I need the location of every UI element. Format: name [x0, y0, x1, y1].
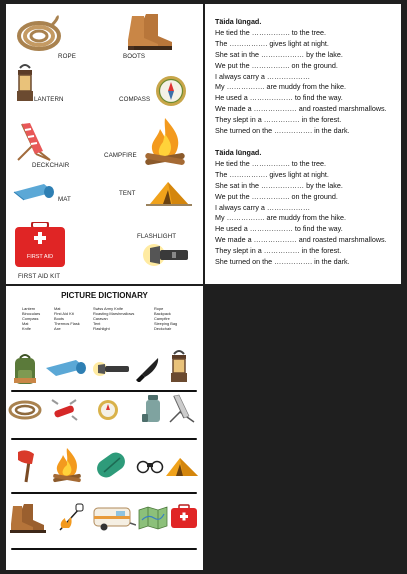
- word-list-item: Sleeping Bag: [154, 321, 178, 326]
- row-divider: [11, 438, 197, 440]
- word-list-column-4: [154, 306, 177, 331]
- picture-dictionary-panel: [6, 286, 203, 570]
- exercise-line: They slept in a …………… in the forest.: [215, 115, 342, 125]
- campfire-icon: [50, 446, 84, 484]
- rope-icon: [8, 400, 42, 420]
- exercise-line: My ……………. are muddy from the hike.: [215, 82, 347, 92]
- exercise-line: She turned on the ……………. in the dark.: [215, 126, 350, 136]
- first-aid-kit-icon: [170, 504, 198, 530]
- exercise-line: He tied the ……………. to the tree.: [215, 158, 327, 168]
- swiss-army-knife-icon: [48, 398, 80, 422]
- flashcard-label-campfire: CAMPFIRE: [104, 152, 137, 159]
- word-list-item: Compass: [22, 316, 39, 321]
- flashcard-label-rope: ROPE: [58, 53, 76, 60]
- mat-icon: [12, 182, 56, 206]
- knife-icon: [134, 356, 160, 382]
- word-list-item: Caravan: [93, 316, 108, 321]
- word-list-item: Swiss Army Knife: [93, 306, 124, 311]
- picture-dictionary-title: PICTURE DICTIONARY: [61, 291, 148, 300]
- deckchair-icon: [14, 120, 56, 164]
- thermos-flask-icon: [142, 394, 164, 424]
- row-divider: [11, 492, 197, 494]
- word-list-item: Roasting Marshmallows: [93, 311, 135, 316]
- first-aid-kit-icon: [14, 222, 66, 268]
- word-list-item: Binoculars: [22, 311, 41, 316]
- exercise-block-1: [215, 17, 400, 137]
- exercise-line: The ……………. gives light at night.: [215, 169, 329, 179]
- exercise-line: He tied the ……………. to the tree.: [215, 27, 327, 37]
- exercise-line: My ……………. are muddy from the hike.: [215, 213, 347, 223]
- word-list-item: Knife: [22, 326, 31, 331]
- word-list-item: Mat: [22, 321, 29, 326]
- word-list-item: First Aid Kit: [54, 311, 74, 316]
- flashcard-label-boots: BOOTS: [123, 53, 146, 60]
- flashcard-label-first-aid-kit: FIRST AID KIT: [18, 273, 61, 280]
- map-icon: [138, 506, 168, 530]
- exercise-line: He used a ……………… to find the way.: [215, 93, 343, 103]
- flashcard-label-deckchair: DECKCHAIR: [32, 162, 70, 169]
- caravan-icon: [90, 504, 136, 532]
- compass-icon: [96, 398, 120, 422]
- binoculars-icon: [136, 456, 164, 474]
- rope-icon: [16, 14, 62, 54]
- exercise-panel: [205, 4, 401, 284]
- exercise-line: He used a ……………… to find the way.: [215, 224, 343, 234]
- word-list-item: Flashlight: [93, 326, 110, 331]
- exercise-heading: Täida lüngad.: [215, 148, 262, 157]
- exercise-line: They slept in a …………… in the forest.: [215, 246, 342, 256]
- exercise-line: We made a ……………… and roasted marshmallows.: [215, 104, 387, 114]
- exercise-line: She turned on the ……………. in the dark.: [215, 257, 350, 267]
- word-list-item: Thermos Flask: [54, 321, 80, 326]
- flashcard-label-lantern: LANTERN: [34, 96, 64, 103]
- word-list-item: Backpack: [154, 311, 171, 316]
- axe-icon: [12, 446, 42, 484]
- exercise-line: I always carry a ………………: [215, 71, 311, 81]
- word-list-column-3: [93, 306, 134, 331]
- word-list-item: Deckchair: [154, 326, 172, 331]
- flashcard-label-flashlight: FLASHLIGHT: [137, 233, 177, 240]
- tent-icon: [164, 454, 200, 478]
- word-list-item: Boots: [54, 316, 64, 321]
- first-aid-kit-text: FIRST AID: [26, 254, 54, 260]
- lantern-icon: [14, 62, 36, 108]
- deckchair-icon: [168, 394, 196, 424]
- exercise-line: I always carry a ………………: [215, 202, 311, 212]
- boots-icon: [8, 502, 48, 534]
- row-divider: [11, 548, 197, 550]
- word-list-column-1: [22, 306, 40, 331]
- flashcard-label-tent: TENT: [119, 190, 136, 197]
- exercise-line: We made a ……………… and roasted marshmallows.: [215, 235, 387, 245]
- flashlight-icon: [92, 360, 132, 378]
- roasting-marshmallows-icon: [56, 502, 86, 532]
- word-list-item: Mat: [54, 306, 61, 311]
- backpack-icon: [10, 354, 40, 386]
- compass-icon: [154, 74, 188, 108]
- word-list-item: Tent: [93, 321, 101, 326]
- exercise-line: We put the ……………. on the ground.: [215, 191, 338, 201]
- flashcard-label-compass: COMPASS: [119, 96, 151, 103]
- word-list-item: Lantern: [22, 306, 36, 311]
- flashcard-panel: [6, 4, 203, 284]
- sleeping-bag-icon: [92, 446, 130, 484]
- exercise-block-2: [215, 148, 400, 268]
- word-list-item: Rope: [154, 306, 164, 311]
- exercise-line: She sat in the ……………… by the lake.: [215, 49, 343, 59]
- word-list-item: Campfire: [154, 316, 170, 321]
- exercise-line: We put the ……………. on the ground.: [215, 60, 338, 70]
- flashcard-label-mat: MAT: [58, 196, 71, 203]
- tent-icon: [146, 178, 192, 208]
- word-list-item: Axe: [54, 326, 61, 331]
- exercise-heading: Täida lüngad.: [215, 17, 262, 26]
- mat-icon: [44, 358, 88, 380]
- boots-icon: [124, 10, 179, 52]
- exercise-line: She sat in the ……………… by the lake.: [215, 180, 343, 190]
- campfire-icon: [141, 116, 189, 166]
- flashlight-icon: [142, 240, 192, 270]
- row-divider: [11, 390, 197, 392]
- lantern-icon: [168, 348, 190, 386]
- exercise-line: The ……………. gives light at night.: [215, 38, 329, 48]
- word-list-column-2: [54, 306, 80, 331]
